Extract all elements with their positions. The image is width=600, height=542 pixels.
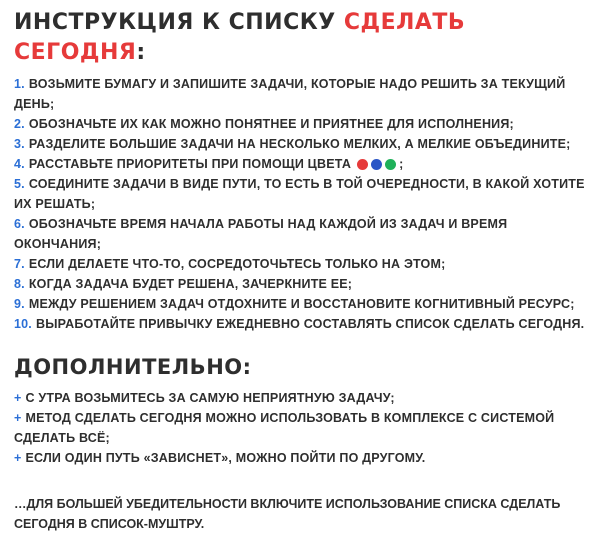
bullet-text: ЕСЛИ ОДИН ПУТЬ «ЗАВИСНЕТ», МОЖНО ПОЙТИ ПО ДРУГОМУ. (25, 451, 426, 465)
title-prefix: ИНСТРУКЦИЯ К СПИСКУ (14, 10, 344, 35)
item-text: МЕЖДУ РЕШЕНИЕМ ЗАДАЧ ОТДОХНИТЕ И ВОССТАНОВИТЕ КОГНИТИВНЫЙ РЕСУРС; (28, 297, 575, 311)
list-item (14, 408, 590, 448)
item-text: ВЫРАБОТАЙТЕ ПРИВЫЧКУ ЕЖЕДНЕВНО СОСТАВЛЯТЬ СПИСОК СДЕЛАТЬ СЕГОДНЯ. (35, 317, 585, 331)
item-number: 2. (14, 117, 25, 131)
title-suffix: : (136, 40, 146, 65)
plus-icon: + (14, 411, 22, 425)
list-item (14, 388, 590, 408)
item-text: РАЗДЕЛИТЕ БОЛЬШИЕ ЗАДАЧИ НА НЕСКОЛЬКО МЕЛКИХ, А МЕЛКИЕ ОБЪЕДИНИТЕ; (28, 137, 571, 151)
item-text: ОБОЗНАЧЬТЕ ВРЕМЯ НАЧАЛА РАБОТЫ НАД КАЖДОЙ ИЗ ЗАДАЧ И ВРЕМЯ ОКОНЧАНИЯ; (14, 217, 508, 251)
list-item (14, 74, 590, 114)
bullet-text: С УТРА ВОЗЬМИТЕСЬ ЗА САМУЮ НЕПРИЯТНУЮ ЗАДАЧУ; (25, 391, 395, 405)
item-number: 3. (14, 137, 25, 151)
plus-icon: + (14, 391, 22, 405)
green-dot-icon (385, 159, 396, 170)
item-text: ЕСЛИ ДЕЛАЕТЕ ЧТО-ТО, СОСРЕДОТОЧЬТЕСЬ ТОЛЬКО НА ЭТОМ; (28, 257, 446, 271)
bullet-text: МЕТОД СДЕЛАТЬ СЕГОДНЯ МОЖНО ИСПОЛЬЗОВАТЬ В КОМПЛЕКСЕ С СИСТЕМОЙ СДЕЛАТЬ ВСЁ; (14, 411, 555, 445)
item-number: 4. (14, 157, 25, 171)
plus-icon: + (14, 451, 22, 465)
list-item (14, 254, 590, 274)
item-number: 6. (14, 217, 25, 231)
item-text: РАССТАВЬТЕ ПРИОРИТЕТЫ ПРИ ПОМОЩИ ЦВЕТА (28, 157, 352, 171)
title-accent: СДЕЛАТЬ СЕГОДНЯ (14, 10, 466, 65)
list-item (14, 174, 590, 214)
blue-dot-icon (371, 159, 382, 170)
red-dot-icon (357, 159, 368, 170)
list-item (14, 134, 590, 154)
list-item (14, 294, 590, 314)
item-number: 1. (14, 77, 25, 91)
list-item (14, 314, 590, 334)
section-title-extra: ДОПОЛНИТЕЛЬНО: (14, 355, 252, 379)
list-item (14, 214, 590, 254)
list-item (14, 154, 590, 174)
extra-list (14, 388, 590, 468)
item-text: КОГДА ЗАДАЧА БУДЕТ РЕШЕНА, ЗАЧЕРКНИТЕ ЕЕ; (28, 277, 353, 291)
footnote: …ДЛЯ БОЛЬШЕЙ УБЕДИТЕЛЬНОСТИ ВКЛЮЧИТЕ ИСПОЛЬЗОВАНИЕ СПИСКА СДЕЛАТЬ СЕГОДНЯ В СПИСОК-МУШТРУ. (14, 497, 561, 531)
list-item (14, 114, 590, 134)
item-text: ОБОЗНАЧЬТЕ ИХ КАК МОЖНО ПОНЯТНЕЕ И ПРИЯТНЕЕ ДЛЯ ИСПОЛНЕНИЯ; (28, 117, 514, 131)
item-number: 5. (14, 177, 25, 191)
item-number: 9. (14, 297, 25, 311)
priority-color-dots (357, 159, 396, 170)
item-text: СОЕДИНИТЕ ЗАДАЧИ В ВИДЕ ПУТИ, ТО ЕСТЬ В ТОЙ ОЧЕРЕДНОСТИ, В КАКОЙ ХОТИТЕ ИХ РЕШАТЬ; (14, 177, 585, 211)
instruction-list (14, 74, 590, 334)
item-text: ВОЗЬМИТЕ БУМАГУ И ЗАПИШИТЕ ЗАДАЧИ, КОТОРЫЕ НАДО РЕШИТЬ ЗА ТЕКУЩИЙ ДЕНЬ; (14, 77, 566, 111)
list-item (14, 274, 590, 294)
instruction-page (14, 8, 590, 534)
item-number: 8. (14, 277, 25, 291)
item-number: 7. (14, 257, 25, 271)
item-number: 10. (14, 317, 32, 331)
list-item (14, 448, 590, 468)
page-title (14, 8, 590, 68)
item-tail: ; (399, 157, 404, 171)
